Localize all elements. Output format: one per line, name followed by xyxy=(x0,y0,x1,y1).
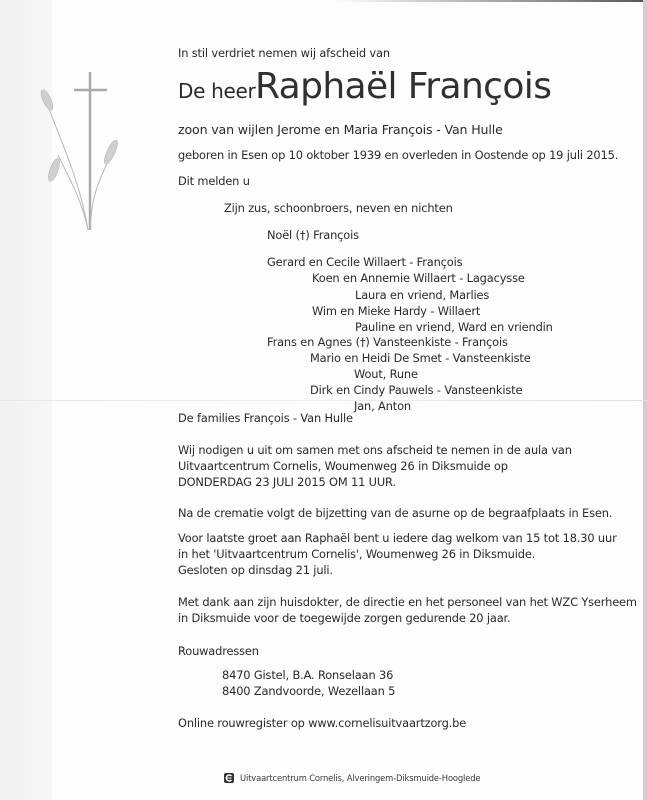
thanks-line: Met dank aan zijn huisdokter, de directie en het personeel van het WZC Yserheem xyxy=(178,595,637,609)
family-line: Jan, Anton xyxy=(354,399,411,413)
family-heading: Zijn zus, schoonbroers, neven en nichten xyxy=(224,201,453,215)
family-line: Wout, Rune xyxy=(354,367,418,381)
cornelis-logo-icon xyxy=(224,773,234,783)
visit-line: Voor laatste groet aan Raphaël bent u iedere dag welkom van 15 tot 18.30 uur xyxy=(178,531,617,545)
scan-top-edge xyxy=(330,0,647,2)
invite-line: Uitvaartcentrum Cornelis, Woumenweg 26 in Diksmuide op xyxy=(178,459,508,473)
family-line: Frans en Agnes (†) Vansteenkiste - François xyxy=(267,335,508,349)
title-prefix: De heer xyxy=(178,79,256,103)
visit-line: in het 'Uitvaartcentrum Cornelis', Woumenweg 26 in Diksmuide. xyxy=(178,547,536,561)
families-text: De families François - Van Hulle xyxy=(178,411,353,425)
family-line: Wim en Mieke Hardy - Willaert xyxy=(312,304,481,318)
announce-text: Dit melden u xyxy=(178,174,250,188)
cross-wheat-icon xyxy=(30,60,120,230)
intro-text: In stil verdriet nemen wij afscheid van xyxy=(178,46,390,60)
visit-line: Gesloten op dinsdag 21 juli. xyxy=(178,563,333,577)
online-register-text: Online rouwregister op www.cornelisuitvaartzorg.be xyxy=(178,716,467,730)
parents-text: zoon van wijlen Jerome en Maria François - Van Hulle xyxy=(178,122,503,137)
fold-line xyxy=(0,400,647,401)
family-line: Dirk en Cindy Pauwels - Vansteenkiste xyxy=(310,383,523,397)
family-line: Laura en vriend, Marlies xyxy=(355,288,490,302)
family-line: Pauline en vriend, Ward en vriendin xyxy=(355,320,553,334)
thanks-line: in Diksmuide voor de toegewijde zorgen gedurende 20 jaar. xyxy=(178,611,511,625)
footer-funeral-home: Uitvaartcentrum Cornelis, Alveringem-Diksmuide-Hooglede xyxy=(240,773,481,783)
family-line: Mario en Heidi De Smet - Vansteenkiste xyxy=(310,351,531,365)
addresses-heading: Rouwadressen xyxy=(178,644,259,658)
family-line: Noël (†) François xyxy=(267,228,359,242)
family-line: Gerard en Cecile Willaert - François xyxy=(267,255,463,269)
invite-line: DONDERDAG 23 JULI 2015 OM 11 UUR. xyxy=(178,475,396,489)
address-line: 8470 Gistel, B.A. Ronselaan 36 xyxy=(222,668,394,682)
invite-line: Wij nodigen u uit om samen met ons afscheid te nemen in de aula van xyxy=(178,443,572,457)
family-line: Koen en Annemie Willaert - Lagacysse xyxy=(312,271,525,285)
address-line: 8400 Zandvoorde, Wezellaan 5 xyxy=(222,684,396,698)
deceased-name: Raphaël François xyxy=(255,66,552,107)
cremation-text: Na de crematie volgt de bijzetting van de asurne op de begraafplaats in Esen. xyxy=(178,506,613,520)
birth-death-text: geboren in Esen op 10 oktober 1939 en overleden in Oostende op 19 juli 2015. xyxy=(178,148,619,162)
